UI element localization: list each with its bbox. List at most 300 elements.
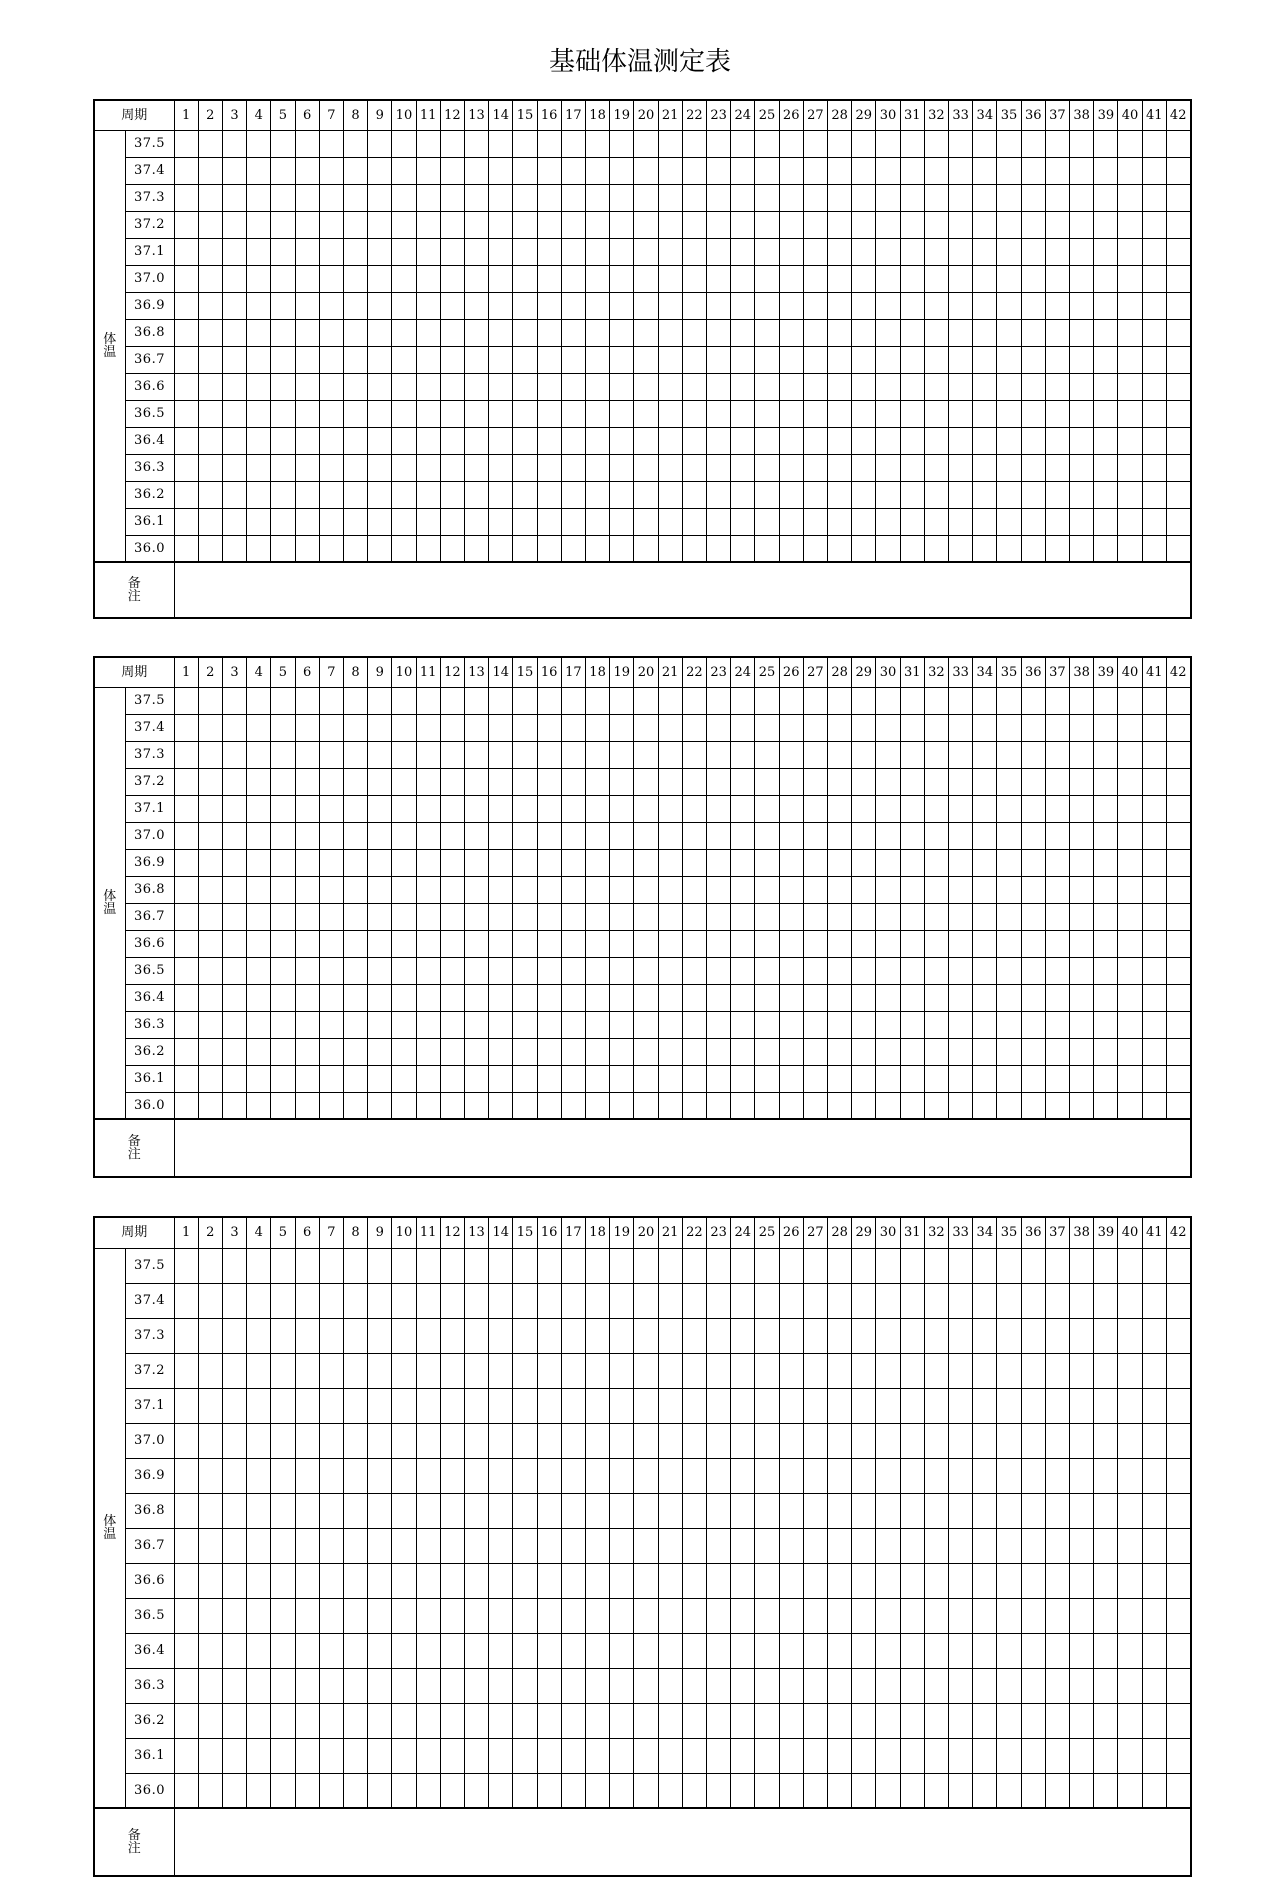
temperature-cell[interactable] [295, 1668, 319, 1703]
temperature-cell[interactable] [1070, 1318, 1094, 1353]
temperature-cell[interactable] [658, 903, 682, 930]
temperature-cell[interactable] [924, 481, 948, 508]
temperature-cell[interactable] [876, 157, 900, 184]
temperature-cell[interactable] [1118, 265, 1142, 292]
temperature-cell[interactable] [222, 1318, 246, 1353]
temperature-cell[interactable] [973, 1598, 997, 1633]
temperature-cell[interactable] [779, 1738, 803, 1773]
temperature-cell[interactable] [343, 1353, 367, 1388]
temperature-cell[interactable] [779, 1423, 803, 1458]
temperature-cell[interactable] [1142, 741, 1166, 768]
temperature-cell[interactable] [198, 1458, 222, 1493]
temperature-cell[interactable] [682, 1703, 706, 1738]
temperature-cell[interactable] [900, 930, 924, 957]
temperature-cell[interactable] [247, 346, 271, 373]
temperature-cell[interactable] [295, 1598, 319, 1633]
temperature-cell[interactable] [852, 1773, 876, 1808]
temperature-cell[interactable] [1045, 1598, 1069, 1633]
temperature-cell[interactable] [343, 1773, 367, 1808]
temperature-cell[interactable] [876, 876, 900, 903]
temperature-cell[interactable] [1045, 714, 1069, 741]
temperature-cell[interactable] [900, 346, 924, 373]
temperature-cell[interactable] [585, 957, 609, 984]
temperature-cell[interactable] [247, 1598, 271, 1633]
temperature-cell[interactable] [731, 1703, 755, 1738]
temperature-cell[interactable] [876, 454, 900, 481]
temperature-cell[interactable] [319, 238, 343, 265]
temperature-cell[interactable] [924, 1248, 948, 1283]
temperature-cell[interactable] [222, 184, 246, 211]
temperature-cell[interactable] [706, 903, 730, 930]
temperature-cell[interactable] [634, 1038, 658, 1065]
temperature-cell[interactable] [610, 1388, 634, 1423]
temperature-cell[interactable] [803, 822, 827, 849]
temperature-cell[interactable] [343, 1011, 367, 1038]
temperature-cell[interactable] [513, 957, 537, 984]
temperature-cell[interactable] [1045, 535, 1069, 562]
temperature-cell[interactable] [1166, 1423, 1190, 1458]
temperature-cell[interactable] [1021, 1493, 1045, 1528]
temperature-cell[interactable] [392, 903, 416, 930]
temperature-cell[interactable] [513, 535, 537, 562]
temperature-cell[interactable] [1094, 1738, 1118, 1773]
temperature-cell[interactable] [924, 1668, 948, 1703]
temperature-cell[interactable] [440, 1038, 464, 1065]
temperature-cell[interactable] [198, 687, 222, 714]
temperature-cell[interactable] [368, 1388, 392, 1423]
temperature-cell[interactable] [658, 427, 682, 454]
temperature-cell[interactable] [416, 1738, 440, 1773]
temperature-cell[interactable] [876, 1563, 900, 1598]
temperature-cell[interactable] [440, 238, 464, 265]
temperature-cell[interactable] [852, 1633, 876, 1668]
temperature-cell[interactable] [464, 1065, 488, 1092]
temperature-cell[interactable] [247, 373, 271, 400]
temperature-cell[interactable] [392, 795, 416, 822]
temperature-cell[interactable] [368, 508, 392, 535]
temperature-cell[interactable] [900, 714, 924, 741]
temperature-cell[interactable] [949, 1388, 973, 1423]
temperature-cell[interactable] [1045, 876, 1069, 903]
temperature-cell[interactable] [1070, 130, 1094, 157]
temperature-cell[interactable] [1094, 768, 1118, 795]
temperature-cell[interactable] [343, 157, 367, 184]
temperature-cell[interactable] [1094, 1318, 1118, 1353]
temperature-cell[interactable] [973, 1283, 997, 1318]
temperature-cell[interactable] [198, 1668, 222, 1703]
temperature-cell[interactable] [852, 1065, 876, 1092]
temperature-cell[interactable] [900, 238, 924, 265]
temperature-cell[interactable] [610, 1528, 634, 1563]
temperature-cell[interactable] [634, 373, 658, 400]
temperature-cell[interactable] [440, 795, 464, 822]
temperature-cell[interactable] [489, 1353, 513, 1388]
temperature-cell[interactable] [997, 238, 1021, 265]
temperature-cell[interactable] [706, 1388, 730, 1423]
temperature-cell[interactable] [198, 1092, 222, 1119]
temperature-cell[interactable] [658, 400, 682, 427]
temperature-cell[interactable] [1142, 1092, 1166, 1119]
temperature-cell[interactable] [271, 1668, 295, 1703]
temperature-cell[interactable] [440, 535, 464, 562]
temperature-cell[interactable] [1070, 903, 1094, 930]
temperature-cell[interactable] [198, 1633, 222, 1668]
temperature-cell[interactable] [997, 1248, 1021, 1283]
temperature-cell[interactable] [1142, 319, 1166, 346]
temperature-cell[interactable] [247, 292, 271, 319]
temperature-cell[interactable] [561, 1528, 585, 1563]
temperature-cell[interactable] [1045, 319, 1069, 346]
temperature-cell[interactable] [610, 1458, 634, 1493]
temperature-cell[interactable] [295, 1423, 319, 1458]
temperature-cell[interactable] [634, 1092, 658, 1119]
temperature-cell[interactable] [464, 687, 488, 714]
temperature-cell[interactable] [779, 400, 803, 427]
temperature-cell[interactable] [973, 741, 997, 768]
temperature-cell[interactable] [1118, 184, 1142, 211]
temperature-cell[interactable] [1118, 130, 1142, 157]
temperature-cell[interactable] [997, 849, 1021, 876]
temperature-cell[interactable] [658, 292, 682, 319]
temperature-cell[interactable] [682, 930, 706, 957]
temperature-cell[interactable] [392, 930, 416, 957]
temperature-cell[interactable] [198, 184, 222, 211]
temperature-cell[interactable] [1094, 1598, 1118, 1633]
temperature-cell[interactable] [392, 714, 416, 741]
temperature-cell[interactable] [416, 1563, 440, 1598]
temperature-cell[interactable] [852, 481, 876, 508]
temperature-cell[interactable] [1118, 1423, 1142, 1458]
temperature-cell[interactable] [513, 1353, 537, 1388]
temperature-cell[interactable] [174, 454, 198, 481]
temperature-cell[interactable] [247, 1353, 271, 1388]
temperature-cell[interactable] [440, 1598, 464, 1633]
temperature-cell[interactable] [997, 1318, 1021, 1353]
temperature-cell[interactable] [198, 1703, 222, 1738]
temperature-cell[interactable] [464, 1353, 488, 1388]
temperature-cell[interactable] [731, 957, 755, 984]
temperature-cell[interactable] [779, 1773, 803, 1808]
temperature-cell[interactable] [561, 1388, 585, 1423]
temperature-cell[interactable] [803, 741, 827, 768]
temperature-cell[interactable] [949, 957, 973, 984]
temperature-cell[interactable] [174, 741, 198, 768]
temperature-cell[interactable] [1094, 238, 1118, 265]
temperature-cell[interactable] [271, 1248, 295, 1283]
temperature-cell[interactable] [900, 1563, 924, 1598]
temperature-cell[interactable] [174, 1092, 198, 1119]
temperature-cell[interactable] [658, 1248, 682, 1283]
temperature-cell[interactable] [1166, 211, 1190, 238]
temperature-cell[interactable] [1045, 849, 1069, 876]
temperature-cell[interactable] [949, 400, 973, 427]
temperature-cell[interactable] [876, 1065, 900, 1092]
temperature-cell[interactable] [295, 903, 319, 930]
temperature-cell[interactable] [1070, 795, 1094, 822]
temperature-cell[interactable] [682, 1528, 706, 1563]
temperature-cell[interactable] [416, 930, 440, 957]
temperature-cell[interactable] [319, 957, 343, 984]
temperature-cell[interactable] [658, 1703, 682, 1738]
temperature-cell[interactable] [658, 1011, 682, 1038]
temperature-cell[interactable] [900, 903, 924, 930]
temperature-cell[interactable] [1142, 1353, 1166, 1388]
temperature-cell[interactable] [537, 346, 561, 373]
temperature-cell[interactable] [174, 1353, 198, 1388]
temperature-cell[interactable] [610, 849, 634, 876]
temperature-cell[interactable] [343, 211, 367, 238]
temperature-cell[interactable] [247, 535, 271, 562]
temperature-cell[interactable] [1118, 292, 1142, 319]
temperature-cell[interactable] [198, 1353, 222, 1388]
temperature-cell[interactable] [973, 1353, 997, 1388]
temperature-cell[interactable] [1021, 768, 1045, 795]
temperature-cell[interactable] [852, 876, 876, 903]
temperature-cell[interactable] [900, 508, 924, 535]
temperature-cell[interactable] [1070, 373, 1094, 400]
temperature-cell[interactable] [1118, 1092, 1142, 1119]
temperature-cell[interactable] [271, 1458, 295, 1493]
temperature-cell[interactable] [610, 741, 634, 768]
temperature-cell[interactable] [803, 1528, 827, 1563]
temperature-cell[interactable] [174, 687, 198, 714]
temperature-cell[interactable] [1070, 265, 1094, 292]
temperature-cell[interactable] [1142, 957, 1166, 984]
temperature-cell[interactable] [973, 957, 997, 984]
temperature-cell[interactable] [682, 238, 706, 265]
temperature-cell[interactable] [513, 184, 537, 211]
temperature-cell[interactable] [295, 687, 319, 714]
temperature-cell[interactable] [295, 1493, 319, 1528]
temperature-cell[interactable] [997, 319, 1021, 346]
temperature-cell[interactable] [198, 822, 222, 849]
temperature-cell[interactable] [295, 1458, 319, 1493]
temperature-cell[interactable] [392, 535, 416, 562]
temperature-cell[interactable] [416, 1528, 440, 1563]
temperature-cell[interactable] [828, 876, 852, 903]
temperature-cell[interactable] [1118, 427, 1142, 454]
temperature-cell[interactable] [876, 741, 900, 768]
temperature-cell[interactable] [1142, 1563, 1166, 1598]
temperature-cell[interactable] [610, 1038, 634, 1065]
temperature-cell[interactable] [440, 1065, 464, 1092]
temperature-cell[interactable] [1166, 1773, 1190, 1808]
temperature-cell[interactable] [1021, 427, 1045, 454]
temperature-cell[interactable] [368, 822, 392, 849]
temperature-cell[interactable] [997, 1038, 1021, 1065]
temperature-cell[interactable] [416, 508, 440, 535]
temperature-cell[interactable] [997, 211, 1021, 238]
temperature-cell[interactable] [949, 876, 973, 903]
temperature-cell[interactable] [440, 903, 464, 930]
temperature-cell[interactable] [828, 1633, 852, 1668]
temperature-cell[interactable] [876, 1633, 900, 1668]
temperature-cell[interactable] [658, 849, 682, 876]
temperature-cell[interactable] [682, 157, 706, 184]
temperature-cell[interactable] [682, 1458, 706, 1493]
temperature-cell[interactable] [464, 508, 488, 535]
temperature-cell[interactable] [1045, 822, 1069, 849]
temperature-cell[interactable] [997, 741, 1021, 768]
temperature-cell[interactable] [392, 1528, 416, 1563]
temperature-cell[interactable] [876, 1598, 900, 1633]
temperature-cell[interactable] [392, 1773, 416, 1808]
temperature-cell[interactable] [949, 984, 973, 1011]
temperature-cell[interactable] [828, 1388, 852, 1423]
temperature-cell[interactable] [198, 508, 222, 535]
temperature-cell[interactable] [513, 1065, 537, 1092]
temperature-cell[interactable] [731, 687, 755, 714]
temperature-cell[interactable] [513, 822, 537, 849]
temperature-cell[interactable] [658, 211, 682, 238]
temperature-cell[interactable] [416, 238, 440, 265]
temperature-cell[interactable] [755, 957, 779, 984]
temperature-cell[interactable] [489, 849, 513, 876]
temperature-cell[interactable] [924, 211, 948, 238]
temperature-cell[interactable] [1045, 1633, 1069, 1668]
temperature-cell[interactable] [585, 319, 609, 346]
temperature-cell[interactable] [706, 211, 730, 238]
temperature-cell[interactable] [731, 930, 755, 957]
temperature-cell[interactable] [1118, 849, 1142, 876]
temperature-cell[interactable] [295, 211, 319, 238]
temperature-cell[interactable] [489, 822, 513, 849]
temperature-cell[interactable] [1094, 849, 1118, 876]
temperature-cell[interactable] [295, 795, 319, 822]
temperature-cell[interactable] [634, 427, 658, 454]
temperature-cell[interactable] [247, 427, 271, 454]
temperature-cell[interactable] [924, 1493, 948, 1528]
temperature-cell[interactable] [489, 687, 513, 714]
temperature-cell[interactable] [198, 795, 222, 822]
temperature-cell[interactable] [1070, 1248, 1094, 1283]
temperature-cell[interactable] [295, 714, 319, 741]
temperature-cell[interactable] [247, 1283, 271, 1318]
temperature-cell[interactable] [513, 1738, 537, 1773]
temperature-cell[interactable] [1021, 1738, 1045, 1773]
temperature-cell[interactable] [949, 1092, 973, 1119]
temperature-cell[interactable] [997, 346, 1021, 373]
temperature-cell[interactable] [1166, 1248, 1190, 1283]
temperature-cell[interactable] [489, 957, 513, 984]
temperature-cell[interactable] [1166, 346, 1190, 373]
temperature-cell[interactable] [1045, 1248, 1069, 1283]
temperature-cell[interactable] [561, 930, 585, 957]
temperature-cell[interactable] [731, 481, 755, 508]
temperature-cell[interactable] [198, 238, 222, 265]
temperature-cell[interactable] [658, 535, 682, 562]
temperature-cell[interactable] [803, 1353, 827, 1388]
temperature-cell[interactable] [319, 1038, 343, 1065]
temperature-cell[interactable] [828, 849, 852, 876]
temperature-cell[interactable] [876, 957, 900, 984]
temperature-cell[interactable] [658, 714, 682, 741]
temperature-cell[interactable] [440, 714, 464, 741]
temperature-cell[interactable] [585, 1563, 609, 1598]
temperature-cell[interactable] [803, 1423, 827, 1458]
temperature-cell[interactable] [1142, 768, 1166, 795]
temperature-cell[interactable] [706, 1353, 730, 1388]
temperature-cell[interactable] [319, 1633, 343, 1668]
temperature-cell[interactable] [489, 1092, 513, 1119]
temperature-cell[interactable] [319, 130, 343, 157]
temperature-cell[interactable] [634, 1283, 658, 1318]
temperature-cell[interactable] [1021, 1703, 1045, 1738]
temperature-cell[interactable] [1070, 400, 1094, 427]
temperature-cell[interactable] [1070, 687, 1094, 714]
temperature-cell[interactable] [949, 1668, 973, 1703]
temperature-cell[interactable] [343, 1528, 367, 1563]
temperature-cell[interactable] [997, 795, 1021, 822]
temperature-cell[interactable] [585, 795, 609, 822]
temperature-cell[interactable] [610, 876, 634, 903]
temperature-cell[interactable] [198, 481, 222, 508]
temperature-cell[interactable] [803, 876, 827, 903]
temperature-cell[interactable] [489, 157, 513, 184]
temperature-cell[interactable] [924, 427, 948, 454]
temperature-cell[interactable] [658, 768, 682, 795]
temperature-cell[interactable] [1118, 481, 1142, 508]
temperature-cell[interactable] [271, 1092, 295, 1119]
temperature-cell[interactable] [755, 1353, 779, 1388]
temperature-cell[interactable] [1021, 849, 1045, 876]
temperature-cell[interactable] [924, 1458, 948, 1493]
temperature-cell[interactable] [295, 1038, 319, 1065]
temperature-cell[interactable] [585, 1011, 609, 1038]
temperature-cell[interactable] [900, 1423, 924, 1458]
temperature-cell[interactable] [610, 265, 634, 292]
temperature-cell[interactable] [828, 373, 852, 400]
temperature-cell[interactable] [489, 238, 513, 265]
temperature-cell[interactable] [1070, 741, 1094, 768]
temperature-cell[interactable] [174, 903, 198, 930]
temperature-cell[interactable] [464, 373, 488, 400]
temperature-cell[interactable] [198, 1423, 222, 1458]
temperature-cell[interactable] [803, 130, 827, 157]
temperature-cell[interactable] [1094, 795, 1118, 822]
temperature-cell[interactable] [731, 1038, 755, 1065]
temperature-cell[interactable] [1118, 346, 1142, 373]
temperature-cell[interactable] [464, 1528, 488, 1563]
temperature-cell[interactable] [198, 1011, 222, 1038]
temperature-cell[interactable] [779, 535, 803, 562]
temperature-cell[interactable] [1021, 130, 1045, 157]
temperature-cell[interactable] [755, 1528, 779, 1563]
temperature-cell[interactable] [924, 373, 948, 400]
temperature-cell[interactable] [247, 1388, 271, 1423]
temperature-cell[interactable] [464, 1703, 488, 1738]
temperature-cell[interactable] [973, 1092, 997, 1119]
temperature-cell[interactable] [513, 346, 537, 373]
temperature-cell[interactable] [1070, 1092, 1094, 1119]
temperature-cell[interactable] [440, 1283, 464, 1318]
temperature-cell[interactable] [440, 1528, 464, 1563]
temperature-cell[interactable] [585, 1528, 609, 1563]
temperature-cell[interactable] [343, 454, 367, 481]
temperature-cell[interactable] [755, 903, 779, 930]
temperature-cell[interactable] [973, 508, 997, 535]
temperature-cell[interactable] [537, 1248, 561, 1283]
temperature-cell[interactable] [852, 319, 876, 346]
temperature-cell[interactable] [1045, 454, 1069, 481]
temperature-cell[interactable] [513, 1563, 537, 1598]
temperature-cell[interactable] [779, 903, 803, 930]
temperature-cell[interactable] [1142, 454, 1166, 481]
temperature-cell[interactable] [440, 822, 464, 849]
temperature-cell[interactable] [658, 741, 682, 768]
temperature-cell[interactable] [997, 1283, 1021, 1318]
temperature-cell[interactable] [634, 687, 658, 714]
